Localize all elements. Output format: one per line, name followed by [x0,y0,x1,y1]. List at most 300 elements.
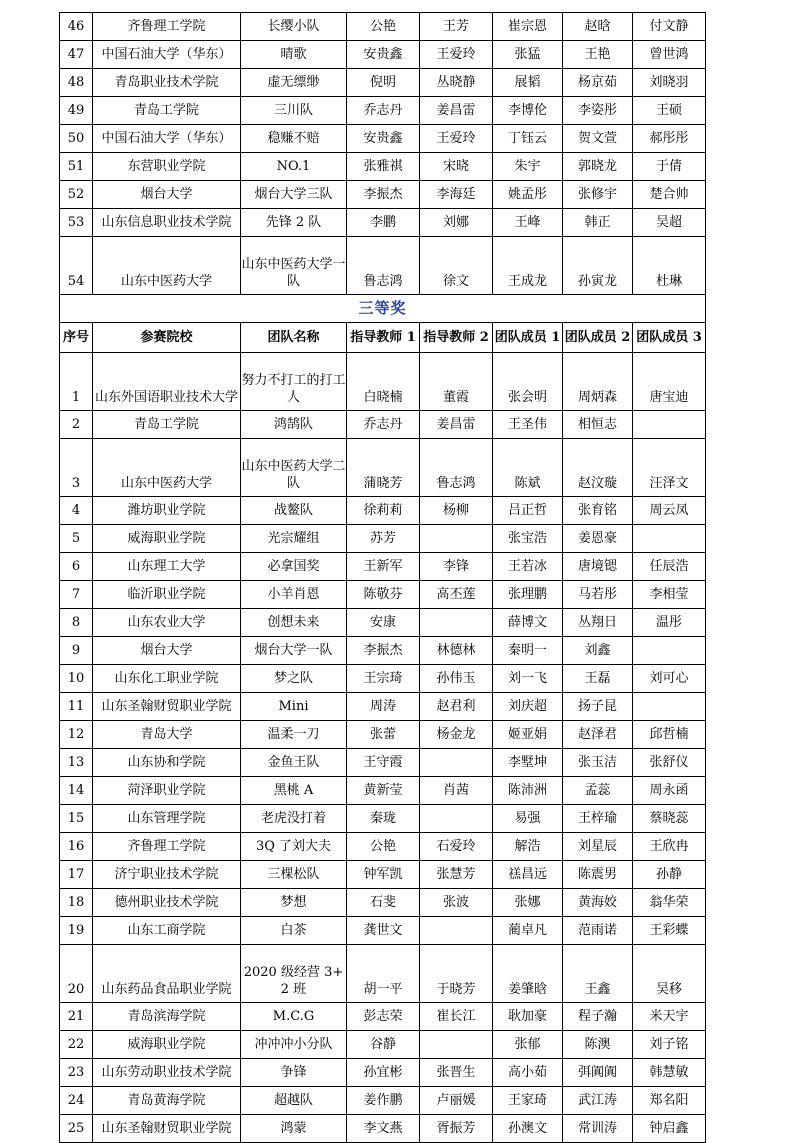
table-row [60,581,706,609]
seq-cell: 47 [60,41,93,69]
member3-cell: 温彤 [633,609,706,637]
table-row [60,777,706,805]
school-cell: 青岛职业技术学院 [93,69,241,97]
member2-cell: 李姿彤 [563,97,633,125]
seq-cell: 23 [60,1059,93,1087]
member2-cell: 常训涛 [563,1115,633,1143]
seq-cell: 25 [60,1115,93,1143]
member3-cell [633,525,706,553]
member1-cell: 张会明 [493,353,563,411]
advisor2-cell: 王爱玲 [420,41,493,69]
advisor1-cell: 孙宜彬 [347,1059,420,1087]
school-cell: 中国石油大学（华东） [93,41,241,69]
member3-cell: 王欣冉 [633,833,706,861]
member1-cell: 王成龙 [493,237,563,295]
advisor1-cell: 秦珑 [347,805,420,833]
advisor2-cell: 孙伟玉 [420,665,493,693]
column-header: 团队名称 [241,323,347,353]
table-row [60,553,706,581]
advisor1-cell: 石斐 [347,889,420,917]
school-cell: 青岛工学院 [93,411,241,439]
table-row [60,497,706,525]
team-name-cell: Mini [241,693,347,721]
seq-cell: 19 [60,917,93,945]
member3-cell: 王硕 [633,97,706,125]
seq-cell: 5 [60,525,93,553]
member3-cell: 王彩蝶 [633,917,706,945]
table-row [60,1059,706,1087]
member3-cell: 周云凤 [633,497,706,525]
advisor2-cell: 姜昌雷 [420,411,493,439]
team-name-cell: M.C.G [241,1003,347,1031]
seq-cell: 24 [60,1087,93,1115]
advisor1-cell: 苏芳 [347,525,420,553]
member3-cell: 楚合帅 [633,181,706,209]
team-name-cell: 必拿国奖 [241,553,347,581]
member3-cell: 汪泽文 [633,439,706,497]
member3-cell [633,411,706,439]
advisor2-cell [420,749,493,777]
team-name-cell: NO.1 [241,153,347,181]
team-name-cell: 山东中医药大学二队 [241,439,347,497]
member3-cell [633,637,706,665]
member1-cell: 朱宇 [493,153,563,181]
school-cell: 东营职业学院 [93,153,241,181]
advisor1-cell: 白晓楠 [347,353,420,411]
advisor1-cell: 蒲晓芳 [347,439,420,497]
advisor1-cell: 王宗琦 [347,665,420,693]
seq-cell: 10 [60,665,93,693]
advisor1-cell: 龚世文 [347,917,420,945]
column-header: 序号 [60,323,93,353]
school-cell: 山东工商学院 [93,917,241,945]
column-header: 指导教师 1 [347,323,420,353]
team-name-cell: 梦想 [241,889,347,917]
member1-cell: 薛博文 [493,609,563,637]
team-name-cell: 老虎没打着 [241,805,347,833]
advisor1-cell: 公艳 [347,833,420,861]
member1-cell: 高小茹 [493,1059,563,1087]
member3-cell: 郝彤彤 [633,125,706,153]
table-row [60,693,706,721]
member2-cell: 陈澳 [563,1031,633,1059]
table-row [60,439,706,497]
advisor2-cell [420,1031,493,1059]
seq-cell: 51 [60,153,93,181]
advisor1-cell: 安贵鑫 [347,125,420,153]
member1-cell: 姬亚娟 [493,721,563,749]
school-cell: 山东理工大学 [93,553,241,581]
table-row [60,41,706,69]
advisor2-cell: 赵君利 [420,693,493,721]
advisor1-cell: 张雅祺 [347,153,420,181]
table-row [60,153,706,181]
team-name-cell: 晴歌 [241,41,347,69]
member1-cell: 崔宗恩 [493,13,563,41]
advisor2-cell: 林德林 [420,637,493,665]
advisor2-cell: 卢丽媛 [420,1087,493,1115]
school-cell: 山东管理学院 [93,805,241,833]
member2-cell: 陈震男 [563,861,633,889]
member1-cell: 耿加豪 [493,1003,563,1031]
member1-cell: 张理鹏 [493,581,563,609]
advisor2-cell: 高丕莲 [420,581,493,609]
member3-cell: 吴超 [633,209,706,237]
advisor2-cell [420,609,493,637]
table-row [60,749,706,777]
advisor1-cell: 胡一平 [347,945,420,1003]
member2-cell: 王艳 [563,41,633,69]
member2-cell: 贺文萱 [563,125,633,153]
seq-cell: 14 [60,777,93,805]
table-row [60,805,706,833]
member2-cell: 韩正 [563,209,633,237]
table-row [60,69,706,97]
team-name-cell: 三棵松队 [241,861,347,889]
member2-cell: 范雨诺 [563,917,633,945]
school-cell: 威海职业学院 [93,525,241,553]
member3-cell: 杜琳 [633,237,706,295]
advisor2-cell [420,525,493,553]
member2-cell: 弭阗阗 [563,1059,633,1087]
advisor2-cell: 张晋生 [420,1059,493,1087]
seq-cell: 21 [60,1003,93,1031]
team-name-cell: 先锋 2 队 [241,209,347,237]
school-cell: 山东外国语职业技术大学 [93,353,241,411]
member2-cell: 孟蕊 [563,777,633,805]
member2-cell: 相恒志 [563,411,633,439]
member3-cell: 孙静 [633,861,706,889]
team-name-cell: 稳赚不赔 [241,125,347,153]
advisor2-cell: 丛晓静 [420,69,493,97]
team-name-cell: 战鳌队 [241,497,347,525]
member2-cell: 孙寅龙 [563,237,633,295]
advisor2-cell [420,805,493,833]
member3-cell: 钟启鑫 [633,1115,706,1143]
advisor2-cell: 徐文 [420,237,493,295]
seq-cell: 49 [60,97,93,125]
member3-cell: 周永函 [633,777,706,805]
advisor1-cell: 公艳 [347,13,420,41]
member2-cell: 姜恩豪 [563,525,633,553]
advisor2-cell: 胥振芳 [420,1115,493,1143]
third-prize-rows [60,353,706,1143]
school-cell: 烟台大学 [93,181,241,209]
advisor2-cell: 王芳 [420,13,493,41]
team-name-cell: 烟台大学三队 [241,181,347,209]
member1-cell: 张郁 [493,1031,563,1059]
member2-cell: 赵泽君 [563,721,633,749]
member3-cell: 刘可心 [633,665,706,693]
seq-cell: 18 [60,889,93,917]
table-row [60,917,706,945]
table-row [60,13,706,41]
member2-cell: 赵晗 [563,13,633,41]
member1-cell: 王圣伟 [493,411,563,439]
school-cell: 山东圣翰财贸职业学院 [93,693,241,721]
team-name-cell: 小羊肖恩 [241,581,347,609]
advisor2-cell [420,917,493,945]
member1-cell: 秦明一 [493,637,563,665]
advisor1-cell: 李振杰 [347,181,420,209]
member1-cell: 孙澳文 [493,1115,563,1143]
school-cell: 济宁职业技术学院 [93,861,241,889]
team-name-cell: 光宗耀组 [241,525,347,553]
member2-cell: 黄海姣 [563,889,633,917]
advisor2-cell: 张波 [420,889,493,917]
school-cell: 山东化工职业学院 [93,665,241,693]
advisor2-cell: 石爱玲 [420,833,493,861]
seq-cell: 17 [60,861,93,889]
advisor1-cell: 安康 [347,609,420,637]
member1-cell: 王家琦 [493,1087,563,1115]
member2-cell: 刘星辰 [563,833,633,861]
member2-cell: 张玉洁 [563,749,633,777]
team-name-cell: 超越队 [241,1087,347,1115]
advisor2-cell: 杨柳 [420,497,493,525]
school-cell: 威海职业学院 [93,1031,241,1059]
member2-cell: 武江涛 [563,1087,633,1115]
advisor2-cell: 姜昌雷 [420,97,493,125]
member1-cell: 李墅坤 [493,749,563,777]
advisor1-cell: 倪明 [347,69,420,97]
team-name-cell: 金鱼王队 [241,749,347,777]
school-cell: 青岛滨海学院 [93,1003,241,1031]
advisor1-cell: 李振杰 [347,637,420,665]
member1-cell: 陈斌 [493,439,563,497]
seq-cell: 50 [60,125,93,153]
advisor1-cell: 陈敬芬 [347,581,420,609]
team-name-cell: 鸿蒙 [241,1115,347,1143]
member1-cell: 禚昌远 [493,861,563,889]
seq-cell: 11 [60,693,93,721]
advisor2-cell: 张慧芳 [420,861,493,889]
school-cell: 山东圣翰财贸职业学院 [93,1115,241,1143]
member1-cell: 王若冰 [493,553,563,581]
column-header: 参赛院校 [93,323,241,353]
seq-cell: 2 [60,411,93,439]
advisor1-cell: 安贵鑫 [347,41,420,69]
table-row [60,721,706,749]
member1-cell: 刘一飞 [493,665,563,693]
team-name-cell: 虚无缥缈 [241,69,347,97]
advisor1-cell: 李文燕 [347,1115,420,1143]
advisor1-cell: 李鹏 [347,209,420,237]
school-cell: 山东药品食品职业学院 [93,945,241,1003]
seq-cell: 7 [60,581,93,609]
seq-cell: 4 [60,497,93,525]
school-cell: 山东中医药大学 [93,237,241,295]
school-cell: 德州职业技术学院 [93,889,241,917]
advisor1-cell: 王守霞 [347,749,420,777]
school-cell: 山东农业大学 [93,609,241,637]
table-row [60,665,706,693]
column-header: 团队成员 3 [633,323,706,353]
school-cell: 烟台大学 [93,637,241,665]
third-prize-heading [60,295,706,353]
member2-cell: 丛翔日 [563,609,633,637]
advisor2-cell: 肖茜 [420,777,493,805]
table-row [60,525,706,553]
team-name-cell: 冲冲冲小分队 [241,1031,347,1059]
table-row [60,125,706,153]
member1-cell: 易强 [493,805,563,833]
member3-cell: 吴移 [633,945,706,1003]
table-row [60,97,706,125]
member3-cell: 刘子铭 [633,1031,706,1059]
team-name-cell: 黑桃 A [241,777,347,805]
table-row [60,237,706,295]
advisor2-cell: 刘娜 [420,209,493,237]
member2-cell: 唐境锶 [563,553,633,581]
team-name-cell: 努力不打工的打工人 [241,353,347,411]
member3-cell: 唐宝迪 [633,353,706,411]
member1-cell: 李博伦 [493,97,563,125]
advisor2-cell: 鲁志鸿 [420,439,493,497]
school-cell: 山东劳动职业技术学院 [93,1059,241,1087]
school-cell: 青岛工学院 [93,97,241,125]
member3-cell: 任辰浩 [633,553,706,581]
advisor1-cell: 黄新莹 [347,777,420,805]
member2-cell: 张修宇 [563,181,633,209]
seq-cell: 54 [60,237,93,295]
member2-cell: 程子瀚 [563,1003,633,1031]
member3-cell: 韩慧敏 [633,1059,706,1087]
member2-cell: 周炳森 [563,353,633,411]
seq-cell: 13 [60,749,93,777]
table-row [60,209,706,237]
team-name-cell: 温柔一刀 [241,721,347,749]
advisor1-cell: 乔志丹 [347,97,420,125]
member3-cell: 蔡晓蕊 [633,805,706,833]
section-title: 三等奖 [60,295,706,323]
advisor2-cell: 李海廷 [420,181,493,209]
award-table [59,12,706,1143]
school-cell: 青岛大学 [93,721,241,749]
member3-cell [633,693,706,721]
member3-cell: 刘晓羽 [633,69,706,97]
seq-cell: 6 [60,553,93,581]
advisor1-cell: 钟军凯 [347,861,420,889]
seq-cell: 20 [60,945,93,1003]
school-cell: 菏泽职业学院 [93,777,241,805]
advisor2-cell: 宋晓 [420,153,493,181]
member2-cell: 赵汶璇 [563,439,633,497]
table-row [60,353,706,411]
team-name-cell: 2020 级经营 3+2 班 [241,945,347,1003]
advisor1-cell: 谷静 [347,1031,420,1059]
seq-cell: 52 [60,181,93,209]
member1-cell: 张猛 [493,41,563,69]
member1-cell: 吕正哲 [493,497,563,525]
member1-cell: 展韬 [493,69,563,97]
table-row [60,1003,706,1031]
advisor2-cell: 于晓芳 [420,945,493,1003]
seq-cell: 12 [60,721,93,749]
member1-cell: 王峰 [493,209,563,237]
school-cell: 山东信息职业技术学院 [93,209,241,237]
advisor1-cell: 鲁志鸿 [347,237,420,295]
header-row [60,323,706,353]
member1-cell: 张娜 [493,889,563,917]
member2-cell: 杨京茹 [563,69,633,97]
seq-cell: 16 [60,833,93,861]
advisor2-cell: 王爱玲 [420,125,493,153]
team-name-cell: 3Q 了刘大夫 [241,833,347,861]
column-header: 团队成员 2 [563,323,633,353]
seq-cell: 46 [60,13,93,41]
member2-cell: 郭晓龙 [563,153,633,181]
team-name-cell: 三川队 [241,97,347,125]
table-row [60,833,706,861]
table-row [60,1087,706,1115]
school-cell: 临沂职业学院 [93,581,241,609]
seq-cell: 1 [60,353,93,411]
table-row [60,609,706,637]
team-name-cell: 长缨小队 [241,13,347,41]
team-name-cell: 山东中医药大学一队 [241,237,347,295]
table-row [60,889,706,917]
team-name-cell: 白茶 [241,917,347,945]
school-cell: 中国石油大学（华东） [93,125,241,153]
member1-cell: 姜肇晗 [493,945,563,1003]
advisor1-cell: 徐莉莉 [347,497,420,525]
table-row [60,1115,706,1143]
seq-cell: 3 [60,439,93,497]
member2-cell: 王磊 [563,665,633,693]
member1-cell: 丁钰云 [493,125,563,153]
member1-cell: 张宝浩 [493,525,563,553]
member3-cell: 张舒仪 [633,749,706,777]
advisor1-cell: 乔志丹 [347,411,420,439]
advisor1-cell: 张蕾 [347,721,420,749]
member1-cell: 蔺卓凡 [493,917,563,945]
member1-cell: 姚孟彤 [493,181,563,209]
advisor2-cell: 董霞 [420,353,493,411]
member1-cell: 解浩 [493,833,563,861]
seq-cell: 53 [60,209,93,237]
seq-cell: 22 [60,1031,93,1059]
table-row [60,1031,706,1059]
member1-cell: 刘庆超 [493,693,563,721]
team-name-cell: 梦之队 [241,665,347,693]
table-row [60,637,706,665]
member3-cell: 郑名阳 [633,1087,706,1115]
member2-cell: 张育铭 [563,497,633,525]
seq-cell: 15 [60,805,93,833]
table-row [60,181,706,209]
member3-cell: 付文静 [633,13,706,41]
member3-cell: 李相莹 [633,581,706,609]
member3-cell: 米天宇 [633,1003,706,1031]
team-name-cell: 创想未来 [241,609,347,637]
seq-cell: 9 [60,637,93,665]
school-cell: 山东中医药大学 [93,439,241,497]
advisor1-cell: 彭志荣 [347,1003,420,1031]
school-cell: 齐鲁理工学院 [93,13,241,41]
member2-cell: 刘鑫 [563,637,633,665]
member3-cell: 曾世鸿 [633,41,706,69]
team-name-cell: 烟台大学一队 [241,637,347,665]
team-name-cell: 鸿鹄队 [241,411,347,439]
member3-cell: 邱哲楠 [633,721,706,749]
school-cell: 青岛黄海学院 [93,1087,241,1115]
member1-cell: 陈沛洲 [493,777,563,805]
second-prize-rows [60,13,706,295]
column-header: 指导教师 2 [420,323,493,353]
school-cell: 山东协和学院 [93,749,241,777]
column-header: 团队成员 1 [493,323,563,353]
